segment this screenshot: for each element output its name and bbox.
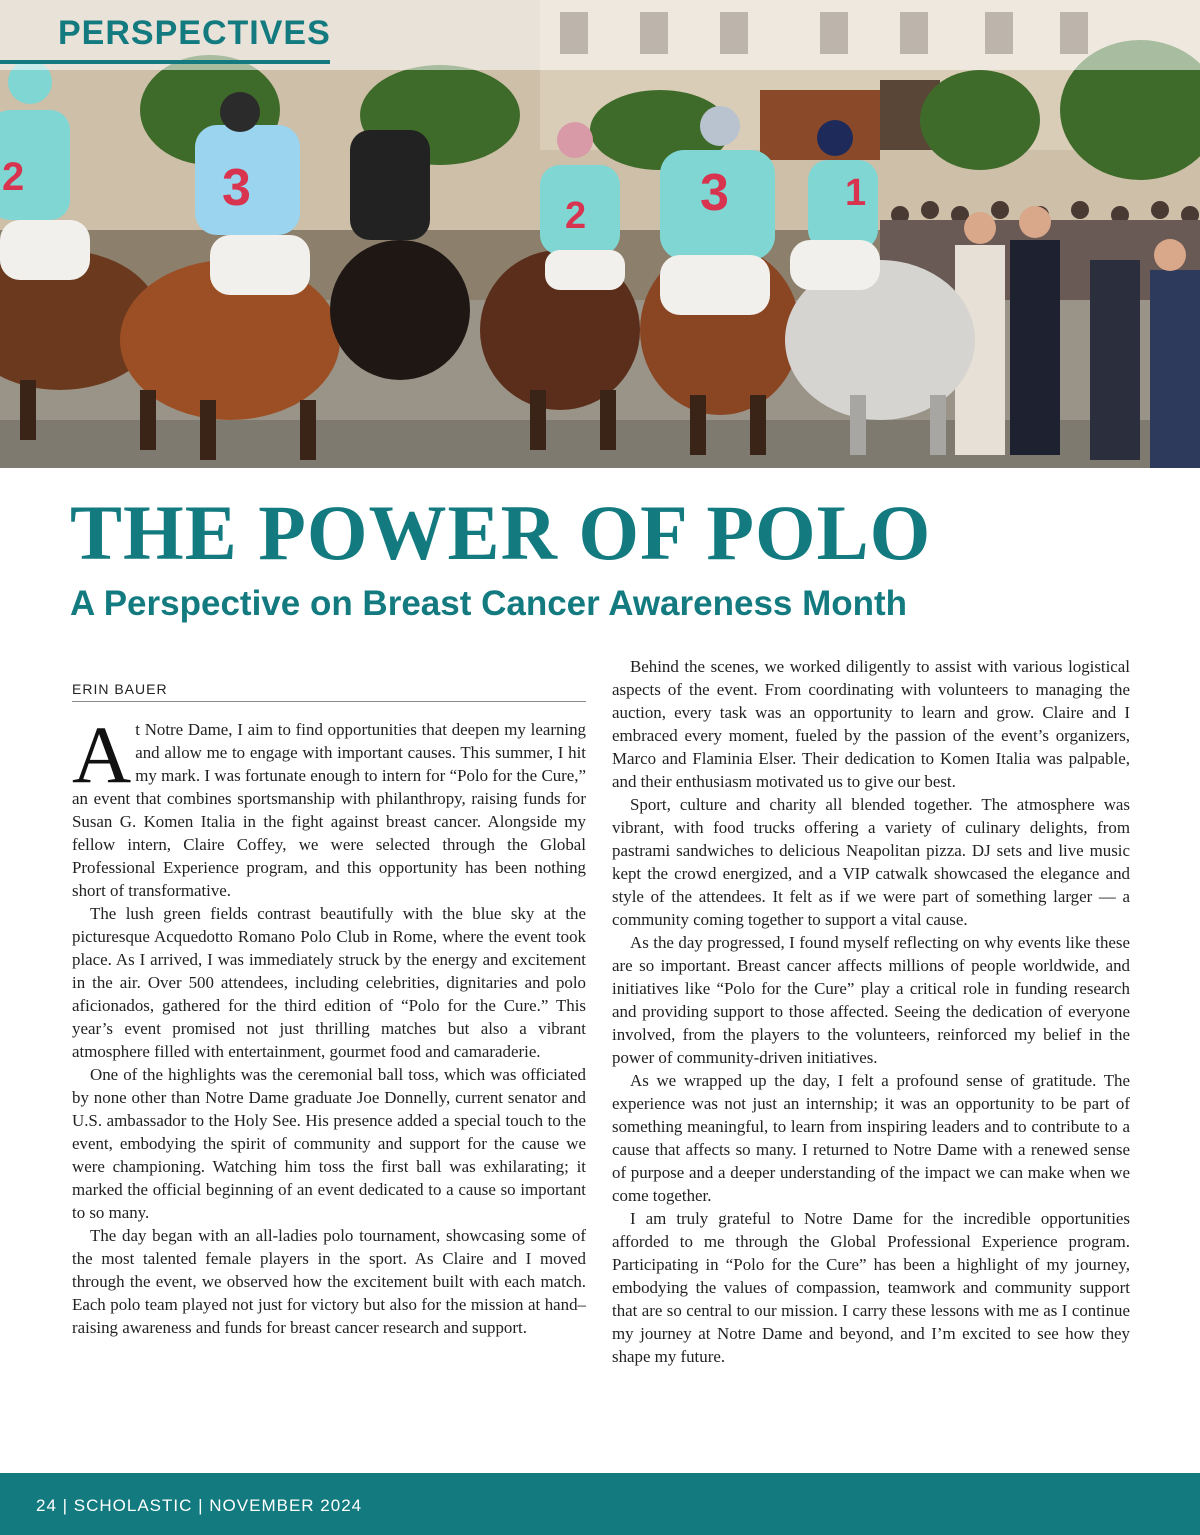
paragraph: I am truly grateful to Notre Dame for the incredible opportunities afforded to me through the Global Professional Experience program. Participating in “Polo for the Cure” has been a highlight of my journey, embodying the values of compassion, teamwork and community support that are so central to our mission. I carry these lessons with me as I continue my journey at Notre Dame and beyond, and I’m excited to see how they shape my future. [612, 1209, 1130, 1366]
article-column-left [72, 709, 586, 1339]
paragraph: One of the highlights was the ceremonial ball toss, which was officiated by none other than Notre Dame graduate Joe Donnelly, current senator and U.S. ambassador to the Holy See. His presence added a special touch to the event, embodying the spirit of community and support for the cause we were championing. Watching him toss the first ball was exhilarating; it marked the official beginning of an event dedicated to a cause so important to so many. [72, 1065, 586, 1222]
polo-riders-illustration [0, 0, 1200, 468]
byline-divider [72, 701, 586, 702]
hero-photo [0, 0, 1200, 468]
article-column-right [612, 655, 1130, 1368]
footer-folio: 24 | SCHOLASTIC | NOVEMBER 2024 [36, 1496, 363, 1515]
article-title: THE POWER OF POLO [70, 489, 932, 576]
paragraph: Behind the scenes, we worked diligently to assist with various logistical aspects of the event. From coordinating with volunteers to managing the auction, every task was an opportunity to learn and grow. Claire and I embraced every moment, fueled by the passion of the event’s organizers, Marco and Flaminia Elser. Their dedication to Komen Italia was palpable, and their enthusiasm motivated us to give our best. [612, 657, 1130, 791]
article-subtitle: A Perspective on Breast Cancer Awareness Month [70, 584, 908, 623]
rider-number-5: 1 [845, 172, 867, 214]
rider-number-1: 2 [2, 155, 25, 199]
paragraph: As we wrapped up the day, I felt a profound sense of gratitude. The experience was not just an internship; it was an opportunity to be part of something meaningful, to learn from inspiring leaders and to contribute to a cause that affects so many. I returned to Notre Dame with a renewed sense of purpose and a deeper understanding of the impact we can make when we come together. [612, 1071, 1130, 1205]
rider-number-3: 2 [565, 195, 587, 237]
paragraph: As the day progressed, I found myself reflecting on why events like these are so important. Breast cancer affects millions of people worldwide, and initiatives like “Polo for the Cure” play a critical role in funding research and providing support to those affected. Seeing the dedication of everyone involved, from the players to the volunteers, reinforced my belief in the power of community-driven initiatives. [612, 933, 1130, 1067]
paragraph: At Notre Dame, I aim to find opportunities that deepen my learning and allow me to engage with important causes. This summer, I hit my mark. I was fortunate enough to intern for “Polo for the Cure,” an event that combines sportsmanship with philanthropy, raising funds for Susan G. Komen Italia in the fight against breast cancer. Alongside my fellow intern, Claire Coffey, we were selected through the Global Professional Experience program, and this opportunity has been nothing short of transformative. [72, 709, 586, 900]
byline: ERIN BAUER [72, 681, 168, 697]
section-label: PERSPECTIVES [58, 14, 331, 52]
section-label-underline [0, 60, 330, 64]
drop-cap: A [72, 709, 132, 800]
page-footer [0, 1473, 1200, 1535]
rider-number-2: 3 [222, 159, 251, 217]
paragraph: The day began with an all-ladies polo tournament, showcasing some of the most talented female players in the sport. As Claire and I moved through the event, we observed how the excitement built with each match. Each polo team played not just for victory but also for the mission at hand–raising awareness and funds for breast cancer research and support. [72, 1226, 586, 1337]
paragraph: The lush green fields contrast beautifully with the blue sky at the picturesque Acquedotto Romano Polo Club in Rome, where the event took place. As I arrived, I was immediately struck by the energy and excitement in the air. Over 500 attendees, including celebrities, dignitaries and polo aficionados, gathered for the third edition of “Polo for the Cure.” This year’s event promised not just thrilling matches but also a vibrant atmosphere filled with entertainment, gourmet food and camaraderie. [72, 904, 586, 1061]
rider-number-4: 3 [700, 164, 729, 222]
paragraph: Sport, culture and charity all blended together. The atmosphere was vibrant, with food trucks offering a variety of culinary delights, from pastrami sandwiches to delicious Neapolitan pizza. DJ sets and live music kept the crowd energized, and a VIP catwalk showcased the elegance and style of the attendees. It felt as if we were part of something larger — a community coming together to support a vital cause. [612, 795, 1130, 929]
